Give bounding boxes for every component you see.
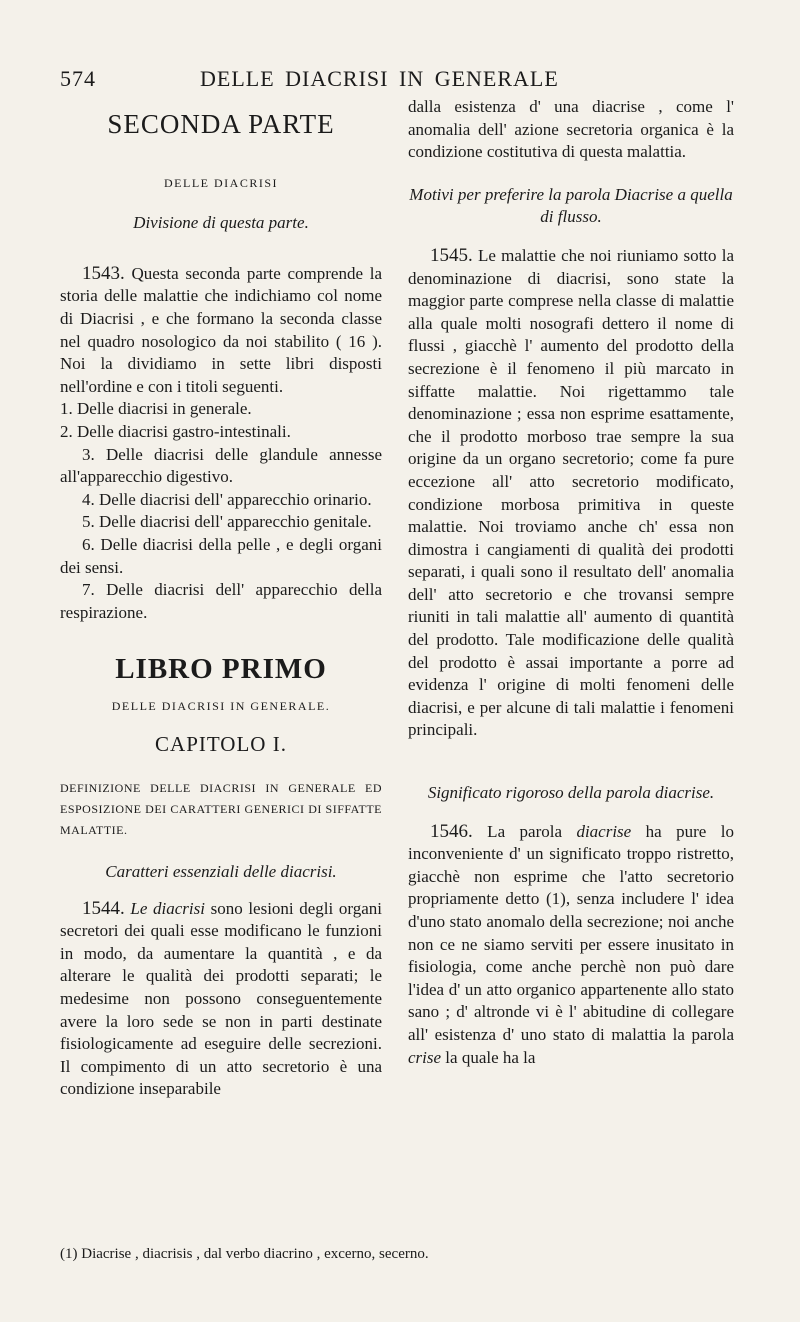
paragraph-1545 <box>408 245 734 742</box>
part-title: SECONDA PARTE <box>107 109 335 139</box>
paragraph-1544 <box>60 898 382 1101</box>
running-title: DELLE DIACRISI IN GENERALE <box>200 66 559 91</box>
paragraph-continued: dalla esistenza d' una diacrise , come l' anomalia dell' azione secretoria organica è la condizione costitutiva di questa malattia. <box>408 97 734 162</box>
paragraph-1543 <box>60 263 382 399</box>
meaning-heading: Significato rigoroso della parola diacrise. <box>427 783 715 803</box>
paragraph-text: sono lesioni degli organi secretori dei quali esse modificano le funzioni in modo, da aumentare la quantità , e da alterare le qualità dei prodotti separati; le medesime non possono conseguentemente avere la loro sede se non in parti destinate fisiologicamente ad eseguire delle secrezioni. Il compimento di un atto secretorio è una condizione inseparabile <box>60 898 383 1099</box>
emphasis-term: Le diacrisi <box>130 898 205 918</box>
list-item: 7. Delle diacrisi dell' apparecchio della respirazione. <box>60 580 382 622</box>
emphasis-term: diacrise <box>576 821 632 841</box>
motives-heading: Motivi per preferire la parola Diacrise a quella di flusso. <box>409 184 733 227</box>
paragraph-text: Questa seconda parte comprende la storia delle malattie che indichiamo col nome di Diacrisi , e che formano la seconda classe nel quadro nosologico da noi stabilito ( 16 ). Noi la dividiamo in sette libri disposti nell'ordine e con i titoli seguenti. <box>60 263 382 396</box>
definition-title: DEFINIZIONE DELLE DIACRISI IN GENERALE ED ESPOSIZIONE DEI CARATTERI GENERICI DI SIFFATTE MALATTIE. <box>60 781 382 838</box>
list-item: 2. Delle diacrisi gastro-intestinali. <box>60 421 291 441</box>
list-item: 4. Delle diacrisi dell' apparecchio orinario. <box>82 489 372 509</box>
paragraph-number: 1544. <box>82 897 125 919</box>
paragraph-number: 1546. <box>430 820 473 842</box>
footnote: (1) Diacrise , diacrisis , dal verbo diacrino , excerno, secerno. <box>60 1246 429 1262</box>
part-subtitle: DELLE DIACRISI <box>164 175 278 190</box>
characters-heading: Caratteri essenziali delle diacrisi. <box>105 862 337 882</box>
list-item: 5. Delle diacrisi dell' apparecchio genitale. <box>82 512 372 532</box>
list-item: 6. Delle diacrisi della pelle , e degli organi dei sensi. <box>60 534 382 577</box>
list-item: 1. Delle diacrisi in generale. <box>60 399 252 419</box>
chapter-title: CAPITOLO I. <box>155 732 287 757</box>
paragraph-number: 1543. <box>82 262 125 284</box>
list-item: 3. Delle diacrisi delle glandule annesse all'apparecchio digestivo. <box>60 444 382 487</box>
division-heading: Divisione di questa parte. <box>133 213 309 233</box>
paragraph-number: 1545. <box>430 244 473 266</box>
paragraph-text: la quale ha la <box>441 1047 536 1067</box>
book-subtitle: DELLE DIACRISI IN GENERALE. <box>111 698 331 713</box>
paragraph-text: Le malattie che noi riuniamo sotto la denominazione di diacrisi, sono state la maggior parte comprese nella classe di malattie alla quale molti nosografi dettero il nome di flussi , giacchè l' aumento del prodotto della secrezione è il fenomeno il più marcato in siffatte malattie. Noi rigettammo tale denominazione ; essa non esprime esattamente, che il prodotto morboso trae sempre la sua origine da un organo secretorio; come fa pure eccezione all' atto secretorio modificato, condizione morbosa primitiva in queste malattie. Noi troviamo anche ch' essa non dimostra i cangiamenti di qualità dei prodotti separati, i quali sono il resultato dell' anomalia dell' atto secretorio e che trovansi sempre riuniti in tali malattie all' aumento di quantità del prodotto. Tale modificazione delle qualità del prodotto è assai importante a porre ad evidenza l' origine di molti fenomeni delle diacrisi, e per alcune di tali malattie i fenomeni principali. <box>408 245 734 740</box>
paragraph-text: ha pure lo inconveniente d' un significato troppo ristretto, giacchè non esprime che l'atto secretorio propriamente detto (1), senza includere l' idea d'uno stato anomalo della secrezione; noi anche non ce ne siamo serviti per essere inusitato in fisiologia, come anche perchè non può dare l'idea d' un atto organico appartenente allo stato sano ; d' altronde vi è l' abitudine di collegare all' esistenza d' uno stato di malattia la parola <box>408 821 734 1044</box>
paragraph-text: La parola <box>472 821 577 841</box>
left-column <box>60 96 382 1101</box>
right-column <box>408 96 734 1069</box>
emphasis-term: crise <box>408 1047 442 1067</box>
paragraph-1546 <box>408 821 734 1070</box>
running-head <box>60 66 760 94</box>
book-title: LIBRO PRIMO <box>115 653 327 686</box>
page-number: 574 <box>60 66 96 91</box>
